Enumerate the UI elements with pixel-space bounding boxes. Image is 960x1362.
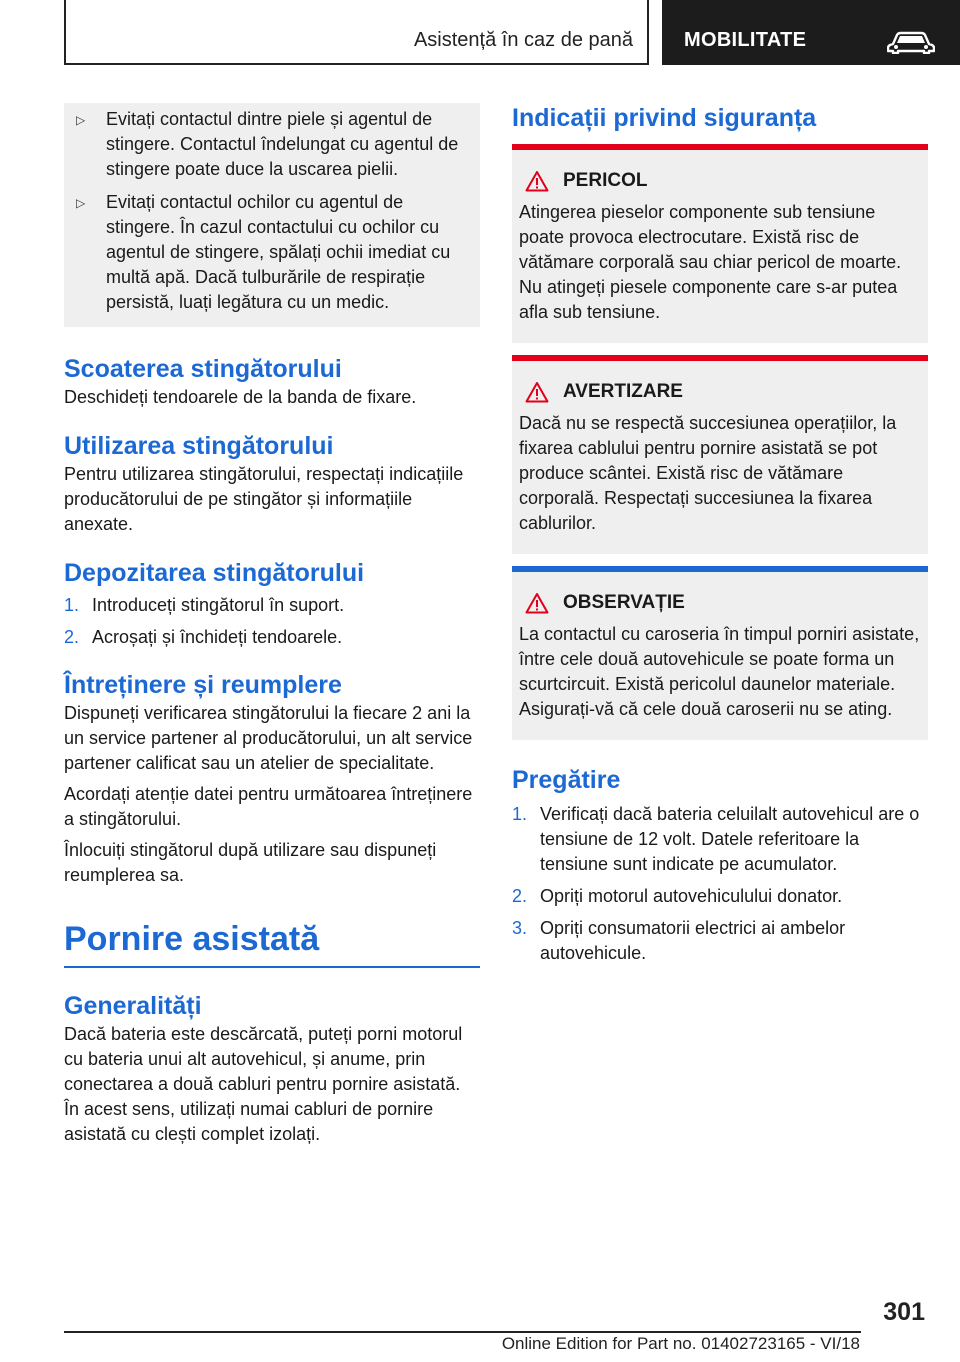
- chapter-title: Pornire asistată: [64, 920, 320, 958]
- step-text: Verificați dacă bateria celuilalt autovehicul are o tensiune de 12 volt. Datele referitoare la tensiune sunt indicate pe acumulator.: [540, 804, 920, 874]
- step-number: 2.: [512, 886, 528, 906]
- left-column: [64, 103, 480, 1147]
- warning-header: [519, 572, 921, 616]
- header-section-title: Asistență în caz de pană: [413, 29, 633, 51]
- list-item: [512, 916, 928, 966]
- section-text: Înlocuiți stingătorul după utilizare sau dispuneți reumplerea sa.: [64, 840, 437, 885]
- bullet-text: Evitați contactul ochilor cu agentul de stingere. În cazul contactului cu ochilor cu agentul de stingere, spălați ochii imediat cu multă apă. Dacă tulburările de respirație persistă, luați legătura cu un medic.: [106, 192, 451, 312]
- triangle-bullet-icon: ▷: [76, 196, 86, 210]
- warning-text: Atingerea pieselor componente sub tensiune poate provoca electrocutare. Există risc de vătămare corporală sau chiar pericol de moarte. Nu atingeți piesele componente care s-ar putea afla sub tensiune.: [519, 202, 902, 322]
- list-item: [512, 884, 928, 909]
- notice-box: [512, 566, 928, 740]
- header-section-box: [64, 0, 649, 65]
- warning-header: [519, 150, 921, 194]
- step-text: Acroșați și închideți tendoarele.: [92, 627, 343, 647]
- warning-label: OBSERVAȚIE: [563, 592, 685, 613]
- footer-edition: Online Edition for Part no. 01402723165 - VI/18: [501, 1334, 860, 1353]
- section-title: Generalități: [64, 992, 202, 1020]
- triangle-bullet-icon: ▷: [76, 113, 86, 127]
- warning-triangle-icon: [525, 170, 549, 192]
- chapter-rule: [64, 966, 480, 968]
- section-title: Indicații privind siguranța: [512, 104, 817, 132]
- warning-label: PERICOL: [563, 170, 648, 191]
- warning-triangle-icon: [525, 592, 549, 614]
- section-title: Întreținere și reumplere: [64, 671, 342, 699]
- step-text: Introduceți stingătorul în suport.: [92, 595, 345, 615]
- step-text: Opriți consumatorii electrici ai ambelor autovehicule.: [540, 918, 846, 963]
- step-text: Opriți motorul autovehiculului donator.: [540, 886, 843, 906]
- list-item: [64, 625, 480, 650]
- step-number: 2.: [64, 627, 80, 647]
- step-number: 3.: [512, 918, 528, 938]
- section-title: Scoaterea stingătorului: [64, 355, 342, 383]
- header-chapter-box: [662, 0, 960, 65]
- section-text: Dispuneți verificarea stingătorului la fiecare 2 ani la un service partener al producătorului, un alt service partener calificat sau un atelier de specialitate.: [64, 703, 473, 773]
- bullet-text: Evitați contactul dintre piele și agentul de stingere. Contactul îndelungat cu agentul de stingere poate duce la uscarea pielii.: [106, 109, 459, 179]
- section-text: Deschideți tendoarele de la banda de fixare.: [64, 387, 417, 407]
- footer-rule: [64, 1331, 861, 1333]
- section-title: Pregătire: [512, 766, 621, 794]
- section-title: Utilizarea stingătorului: [64, 432, 334, 460]
- list-item: [64, 593, 480, 618]
- step-number: 1.: [512, 804, 528, 824]
- list-item: [76, 190, 464, 315]
- header-chapter-title: MOBILITATE: [684, 29, 807, 51]
- right-column: [512, 103, 928, 966]
- warning-triangle-icon: [525, 381, 549, 403]
- danger-box: [512, 144, 928, 343]
- page-number: 301: [883, 1298, 925, 1326]
- section-text: Pentru utilizarea stingătorului, respectați indicațiile producătorului de pe stingător și informațiile anexate.: [64, 464, 464, 534]
- section-text: Acordați atenție datei pentru următoarea întreținere a stingătorului.: [64, 784, 473, 829]
- warning-text: La contactul cu caroseria în timpul porniri asistate, între cele două autovehicule se poate forma un scurtcircuit. Există pericolul daunelor materiale. Asigurați-vă că cele două caroserii nu se ating.: [519, 624, 920, 719]
- car-icon: [887, 30, 935, 54]
- warning-text: Dacă nu se respectă succesiunea operațiilor, la fixarea cablului pentru pornire asistată se pot produce scântei. Există risc de vătămare corporală. Respectați succesiunea la fixarea cablurilor.: [519, 413, 897, 533]
- bullet-list: [64, 103, 480, 327]
- section-text: Dacă bateria este descărcată, puteți porni motorul cu bateria unui alt autovehicul, și anume, prin conectarea a două cabluri pentru pornire asistată. În acest sens, utilizați numai cabluri de pornire asistată cu clești complet izolați.: [64, 1024, 463, 1144]
- section-title: Depozitarea stingătorului: [64, 559, 365, 587]
- warning-box: [512, 355, 928, 554]
- step-number: 1.: [64, 595, 80, 615]
- list-item: [512, 802, 928, 877]
- warning-label: AVERTIZARE: [563, 381, 683, 402]
- list-item: [76, 107, 464, 182]
- warning-header: [519, 361, 921, 405]
